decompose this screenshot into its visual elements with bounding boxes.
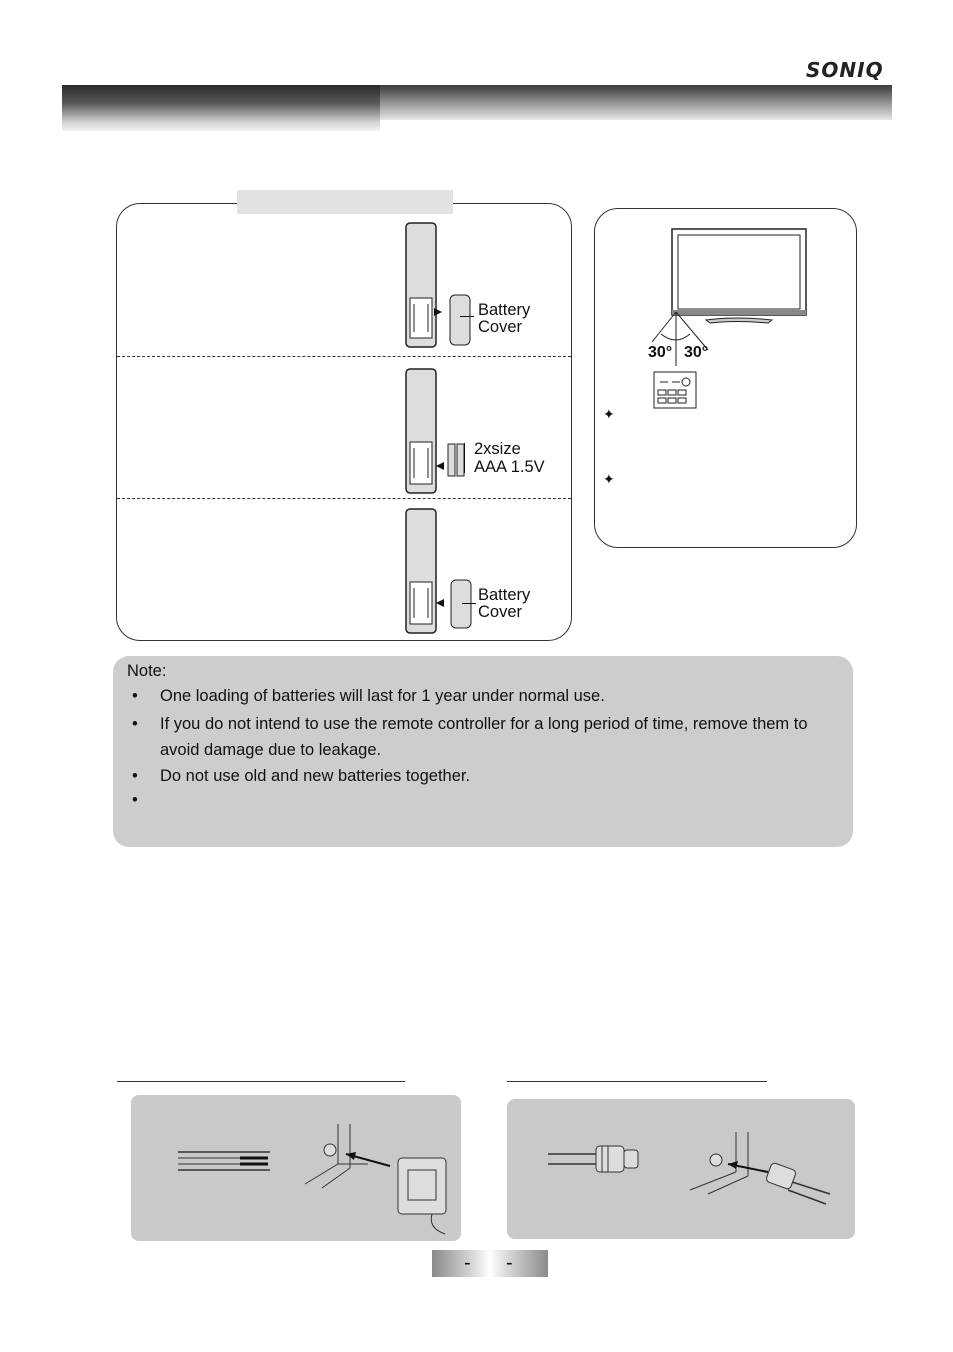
note-item-text: Do not use old and new batteries together. (160, 767, 471, 785)
step-divider (117, 356, 571, 357)
coax-cable-illustration (540, 1128, 840, 1224)
brand-logo: SONIQ (806, 58, 884, 82)
battery-cover-label: Cover (478, 603, 523, 621)
remote-close-cover-illustration (400, 506, 480, 636)
header-rule-bar (380, 85, 892, 120)
callout-line (460, 316, 474, 317)
section-rule (507, 1081, 767, 1082)
callout-line (464, 443, 465, 473)
note-item (132, 787, 832, 813)
bullet-star-icon: ✦ (603, 471, 615, 487)
battery-panel-title-tab (237, 190, 453, 214)
callout-line (462, 603, 476, 604)
bullet-star-icon: ✦ (603, 406, 615, 422)
section-rule (117, 1081, 405, 1082)
battery-cover-label: Cover (478, 318, 523, 336)
battery-voltage-label: AAA 1.5V (474, 458, 545, 476)
note-item (132, 711, 832, 763)
tv-remote-angle-illustration (640, 226, 840, 411)
page-number-dash: - (464, 1252, 471, 1274)
note-title: Note: (127, 662, 167, 680)
step-divider (117, 498, 571, 499)
note-item-text: If you do not intend to use the remote controller for a long period of time, remove them to avoid damage due to leakage. (160, 715, 808, 759)
bullet-icon: • (132, 767, 138, 785)
note-item (132, 763, 832, 789)
remote-insert-batteries-illustration (400, 366, 480, 496)
note-item-text: One loading of batteries will last for 1 year under normal use. (160, 687, 605, 705)
antenna-plug-illustration (170, 1118, 455, 1236)
battery-cover-label: Battery (478, 301, 531, 319)
battery-size-label: 2xsize (474, 440, 521, 458)
bullet-icon: • (132, 687, 138, 705)
remote-open-cover-illustration (400, 220, 480, 350)
bullet-icon: • (132, 791, 138, 809)
page-number-bar (432, 1250, 548, 1277)
angle-left-label: 30° (648, 344, 673, 361)
section-header-bar (62, 85, 380, 131)
note-item (132, 683, 832, 709)
bullet-icon: • (132, 715, 138, 733)
angle-right-label: 30° (684, 344, 709, 361)
battery-install-panel (116, 203, 572, 641)
page-number-dash: - (506, 1252, 513, 1274)
battery-cover-label: Battery (478, 586, 531, 604)
